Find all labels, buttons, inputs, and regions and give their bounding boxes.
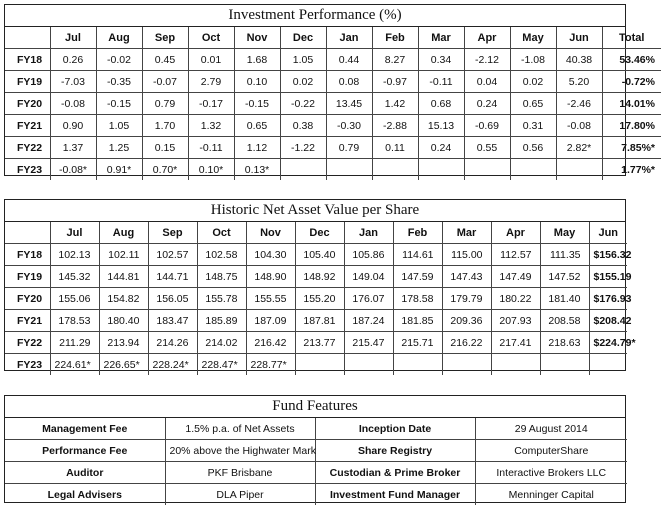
table-cell: 102.11 (99, 244, 148, 266)
table-cell: 0.90 (50, 115, 96, 137)
column-header: Nov (246, 222, 295, 244)
column-header: Jan (326, 27, 372, 49)
table-cell: 228.24* (148, 354, 197, 376)
table-cell: 0.55 (464, 137, 510, 159)
table-cell: 112.57 (491, 244, 540, 266)
performance-title: Investment Performance (%) (5, 5, 625, 27)
table-cell: -2.46 (556, 93, 602, 115)
table-cell: 0.44 (326, 49, 372, 71)
feature-value: 20% above the Highwater Mark (165, 440, 315, 462)
table-row (5, 71, 661, 93)
column-header: Nov (234, 27, 280, 49)
feature-label: Performance Fee (5, 440, 165, 462)
table-cell: -0.08* (50, 159, 96, 181)
column-header: Apr (491, 222, 540, 244)
feature-value: ComputerShare (475, 440, 627, 462)
row-label: FY20 (5, 93, 50, 115)
table-cell: 176.07 (344, 288, 393, 310)
table-row (5, 354, 627, 376)
table-cell: 148.75 (197, 266, 246, 288)
table-cell: 179.79 (442, 288, 491, 310)
table-cell: 102.58 (197, 244, 246, 266)
table-cell: 156.05 (148, 288, 197, 310)
table-cell: 0.56 (510, 137, 556, 159)
table-cell: -0.17 (188, 93, 234, 115)
table-cell: -0.35 (96, 71, 142, 93)
table-cell: 0.24 (418, 137, 464, 159)
table-cell (556, 159, 602, 181)
table-cell: 1.32 (188, 115, 234, 137)
table-cell: 213.94 (99, 332, 148, 354)
table-cell: 0.08 (326, 71, 372, 93)
table-cell: 148.90 (246, 266, 295, 288)
table-cell: -2.12 (464, 49, 510, 71)
table-cell (442, 354, 491, 376)
table-cell: 104.30 (246, 244, 295, 266)
table-cell: -0.97 (372, 71, 418, 93)
table-cell: 155.55 (246, 288, 295, 310)
fund-features-table (4, 395, 626, 503)
table-cell: 0.02 (510, 71, 556, 93)
table-cell (540, 354, 589, 376)
table-row (5, 49, 661, 71)
table-cell: 0.10* (188, 159, 234, 181)
feature-label: Inception Date (315, 418, 475, 440)
table-cell: 1.12 (234, 137, 280, 159)
table-cell: 218.63 (540, 332, 589, 354)
table-cell: 0.01 (188, 49, 234, 71)
table-cell: 1.42 (372, 93, 418, 115)
table-row (5, 462, 627, 484)
table-cell: 147.52 (540, 266, 589, 288)
june-nav-cell (589, 354, 627, 376)
table-cell: 0.02 (280, 71, 326, 93)
table-cell: 0.31 (510, 115, 556, 137)
table-cell: 183.47 (148, 310, 197, 332)
column-header: May (540, 222, 589, 244)
table-cell: 216.22 (442, 332, 491, 354)
column-header: Jun (589, 222, 627, 244)
feature-value: PKF Brisbane (165, 462, 315, 484)
table-cell: 148.92 (295, 266, 344, 288)
feature-label: Share Registry (315, 440, 475, 462)
table-cell (326, 159, 372, 181)
column-header: Jan (344, 222, 393, 244)
table-cell: 0.91* (96, 159, 142, 181)
feature-value: DLA Piper (165, 484, 315, 506)
table-cell: -0.02 (96, 49, 142, 71)
feature-label: Investment Fund Manager (315, 484, 475, 506)
column-header: Sep (142, 27, 188, 49)
table-cell: -1.08 (510, 49, 556, 71)
table-cell (510, 159, 556, 181)
table-cell: 185.89 (197, 310, 246, 332)
investment-performance-table (4, 4, 655, 176)
nav-title: Historic Net Asset Value per Share (5, 200, 625, 222)
column-header: Aug (96, 27, 142, 49)
table-cell: 0.70* (142, 159, 188, 181)
june-nav-cell: $208.42 (589, 310, 627, 332)
table-row (5, 266, 627, 288)
table-cell: 147.43 (442, 266, 491, 288)
table-cell: 154.82 (99, 288, 148, 310)
table-cell: 102.57 (148, 244, 197, 266)
table-cell: 2.82* (556, 137, 602, 159)
table-cell: 214.26 (148, 332, 197, 354)
table-cell: -0.30 (326, 115, 372, 137)
column-header: Dec (295, 222, 344, 244)
table-cell: -0.15 (234, 93, 280, 115)
row-label: FY23 (5, 354, 50, 376)
table-cell: 155.06 (50, 288, 99, 310)
table-cell: 181.85 (393, 310, 442, 332)
table-cell: 0.13* (234, 159, 280, 181)
table-cell (372, 159, 418, 181)
total-cell: 1.77%* (602, 159, 661, 181)
column-header: Sep (148, 222, 197, 244)
table-cell: 224.61* (50, 354, 99, 376)
row-label: FY22 (5, 332, 50, 354)
feature-value: Menninger Capital (475, 484, 627, 506)
feature-label: Custodian & Prime Broker (315, 462, 475, 484)
table-row (5, 244, 627, 266)
row-label: FY21 (5, 115, 50, 137)
table-cell (418, 159, 464, 181)
table-cell: 180.40 (99, 310, 148, 332)
total-cell: 7.85%* (602, 137, 661, 159)
table-cell: 0.65 (510, 93, 556, 115)
table-cell: 144.71 (148, 266, 197, 288)
table-cell: 208.58 (540, 310, 589, 332)
row-label: FY18 (5, 244, 50, 266)
table-cell: -2.88 (372, 115, 418, 137)
column-header: Feb (393, 222, 442, 244)
table-row (5, 440, 627, 462)
table-cell: 226.65* (99, 354, 148, 376)
june-nav-cell: $155.19 (589, 266, 627, 288)
table-cell (295, 354, 344, 376)
table-cell: 228.77* (246, 354, 295, 376)
row-label: FY19 (5, 71, 50, 93)
table-cell: 0.68 (418, 93, 464, 115)
table-cell: 147.49 (491, 266, 540, 288)
table-cell: 105.86 (344, 244, 393, 266)
table-cell: 0.65 (234, 115, 280, 137)
column-header (5, 222, 50, 244)
row-label: FY21 (5, 310, 50, 332)
table-cell: -7.03 (50, 71, 96, 93)
table-cell: 102.13 (50, 244, 99, 266)
table-row (5, 418, 627, 440)
column-header: Aug (99, 222, 148, 244)
table-cell: 213.77 (295, 332, 344, 354)
table-cell (393, 354, 442, 376)
row-label: FY18 (5, 49, 50, 71)
column-header: Oct (188, 27, 234, 49)
table-cell: 144.81 (99, 266, 148, 288)
row-label: FY23 (5, 159, 50, 181)
table-cell: 5.20 (556, 71, 602, 93)
table-cell: 180.22 (491, 288, 540, 310)
table-cell: 228.47* (197, 354, 246, 376)
table-cell: 0.10 (234, 71, 280, 93)
column-header: Jun (556, 27, 602, 49)
table-cell: 0.26 (50, 49, 96, 71)
total-cell: 53.46% (602, 49, 661, 71)
feature-label: Legal Advisers (5, 484, 165, 506)
table-row (5, 484, 627, 506)
table-cell: 1.37 (50, 137, 96, 159)
table-cell: 15.13 (418, 115, 464, 137)
table-cell: 1.05 (96, 115, 142, 137)
table-row (5, 137, 661, 159)
table-cell: 147.59 (393, 266, 442, 288)
table-cell: 215.47 (344, 332, 393, 354)
table-cell: -0.15 (96, 93, 142, 115)
header-row (5, 27, 661, 49)
table-cell: 215.71 (393, 332, 442, 354)
feature-value: 1.5% p.a. of Net Assets (165, 418, 315, 440)
table-cell: 105.40 (295, 244, 344, 266)
table-cell (280, 159, 326, 181)
table-cell: 0.79 (326, 137, 372, 159)
column-header: Dec (280, 27, 326, 49)
table-cell: 0.24 (464, 93, 510, 115)
table-cell: -0.08 (556, 115, 602, 137)
table-cell: 0.38 (280, 115, 326, 137)
table-cell: 0.34 (418, 49, 464, 71)
table-cell: -0.07 (142, 71, 188, 93)
table-cell: 155.78 (197, 288, 246, 310)
table-cell: 0.79 (142, 93, 188, 115)
table-cell: -0.11 (188, 137, 234, 159)
column-header: Jul (50, 27, 96, 49)
column-header: Total (602, 27, 661, 49)
historic-nav-table (4, 199, 636, 371)
table-cell: 40.38 (556, 49, 602, 71)
table-cell (491, 354, 540, 376)
table-cell: 187.81 (295, 310, 344, 332)
table-row (5, 93, 661, 115)
table-cell: 155.20 (295, 288, 344, 310)
table-cell: 13.45 (326, 93, 372, 115)
table-row (5, 288, 627, 310)
table-cell: 1.68 (234, 49, 280, 71)
column-header: Mar (418, 27, 464, 49)
table-cell: 178.58 (393, 288, 442, 310)
table-cell: 1.70 (142, 115, 188, 137)
table-cell: 216.42 (246, 332, 295, 354)
table-cell: 211.29 (50, 332, 99, 354)
table-cell: -0.22 (280, 93, 326, 115)
june-nav-cell: $156.32 (589, 244, 627, 266)
features-grid (5, 418, 627, 505)
table-cell: 1.05 (280, 49, 326, 71)
nav-grid (5, 222, 636, 375)
column-header: Mar (442, 222, 491, 244)
table-cell: 0.15 (142, 137, 188, 159)
table-cell: 115.00 (442, 244, 491, 266)
table-cell: 145.32 (50, 266, 99, 288)
june-nav-cell: $224.79* (589, 332, 627, 354)
total-cell: -0.72% (602, 71, 661, 93)
column-header: Feb (372, 27, 418, 49)
table-cell: 181.40 (540, 288, 589, 310)
column-header: May (510, 27, 556, 49)
feature-label: Management Fee (5, 418, 165, 440)
table-cell: -1.22 (280, 137, 326, 159)
table-cell: 217.41 (491, 332, 540, 354)
table-row (5, 332, 627, 354)
june-nav-cell: $176.93 (589, 288, 627, 310)
table-row (5, 115, 661, 137)
column-header: Oct (197, 222, 246, 244)
table-cell: -0.69 (464, 115, 510, 137)
table-cell: 178.53 (50, 310, 99, 332)
table-row (5, 310, 627, 332)
feature-label: Auditor (5, 462, 165, 484)
column-header: Apr (464, 27, 510, 49)
table-cell: 0.04 (464, 71, 510, 93)
table-cell: 8.27 (372, 49, 418, 71)
table-cell: 2.79 (188, 71, 234, 93)
table-row (5, 159, 661, 181)
features-title: Fund Features (5, 396, 625, 418)
table-cell: 111.35 (540, 244, 589, 266)
table-cell (344, 354, 393, 376)
table-cell: 187.09 (246, 310, 295, 332)
table-cell: 114.61 (393, 244, 442, 266)
table-cell: 0.11 (372, 137, 418, 159)
row-label: FY19 (5, 266, 50, 288)
row-label: FY20 (5, 288, 50, 310)
row-label: FY22 (5, 137, 50, 159)
table-cell: 209.36 (442, 310, 491, 332)
table-cell: 1.25 (96, 137, 142, 159)
table-cell: -0.11 (418, 71, 464, 93)
table-cell: -0.08 (50, 93, 96, 115)
column-header: Jul (50, 222, 99, 244)
column-header (5, 27, 50, 49)
feature-value: Interactive Brokers LLC (475, 462, 627, 484)
total-cell: 17.80% (602, 115, 661, 137)
table-cell: 207.93 (491, 310, 540, 332)
performance-grid (5, 27, 661, 180)
table-cell: 0.45 (142, 49, 188, 71)
table-cell: 214.02 (197, 332, 246, 354)
table-cell (464, 159, 510, 181)
feature-value: 29 August 2014 (475, 418, 627, 440)
header-row (5, 222, 627, 244)
table-cell: 187.24 (344, 310, 393, 332)
table-cell: 149.04 (344, 266, 393, 288)
total-cell: 14.01% (602, 93, 661, 115)
